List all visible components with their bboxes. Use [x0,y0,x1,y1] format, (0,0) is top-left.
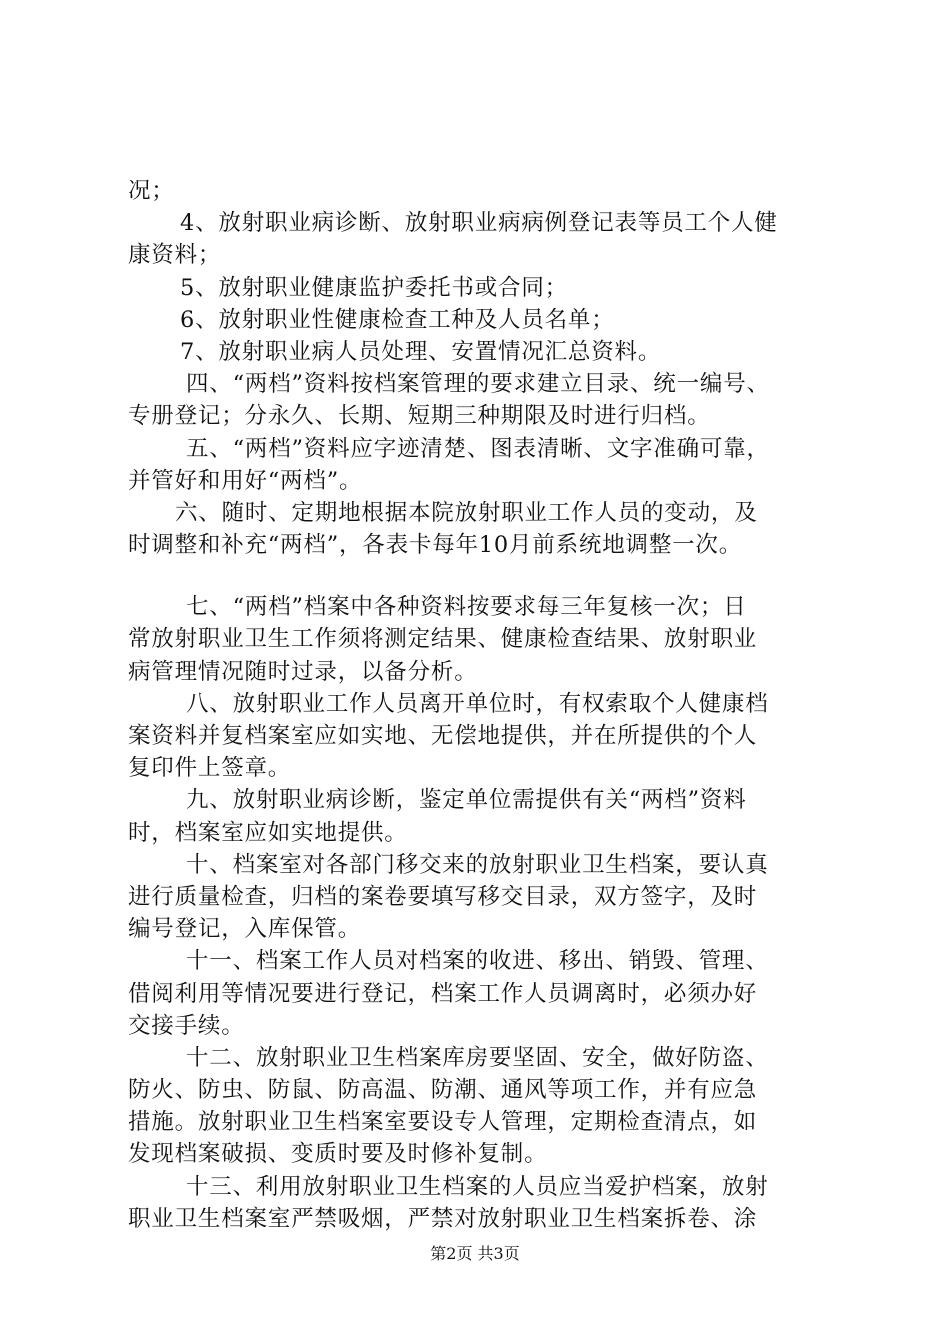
text-line: 进行质量检查，归档的案卷要填写移交目录，双方签字，及时 [128,883,758,910]
text-line: 防火、防虫、防鼠、防高温、防潮、通风等项工作，并有应急 [128,1077,758,1104]
text-line: 专册登记；分永久、长期、短期三种期限及时进行归档。 [128,403,711,430]
document-body [128,175,828,1235]
text-line: 发现档案破损、变质时要及时修补复制。 [128,1141,548,1168]
text-line: 常放射职业卫生工作须将测定结果、健康检查结果、放射职业 [128,626,758,653]
text-line: 7、放射职业病人员处理、安置情况汇总资料。 [180,338,662,365]
text-line: 职业卫生档案室严禁吸烟，严禁对放射职业卫生档案拆卷、涂 [128,1205,758,1232]
text-line: 案资料并复档案室应如实地、无偿地提供，并在所提供的个人 [128,723,758,749]
text-line: 4、放射职业病诊断、放射职业病病例登记表等员工个人健 [180,210,778,237]
text-line: 交接手续。 [128,1012,245,1039]
text-line: 时，档案室应如实地提供。 [128,819,408,846]
text-line: 康资料； [128,242,222,269]
text-line: 十三、利用放射职业卫生档案的人员应当爱护档案，放射 [186,1173,769,1200]
text-line: 编号登记，入库保管。 [128,916,362,943]
text-line: 措施。放射职业卫生档案室要设专人管理，定期检查清点，如 [128,1109,758,1136]
text-line: 5、放射职业健康监护委托书或合同； [180,274,568,301]
text-line: 十一、档案工作人员对档案的收进、移出、销毁、管理、 [186,948,769,975]
paragraph-gap [128,561,828,591]
page-number-footer: 第2页 共3页 [430,1244,520,1263]
text-line: 并管好和用好“两档”。 [128,467,363,494]
text-line: 6、放射职业性健康检查工种及人员名单； [180,306,615,333]
text-line: 借阅利用等情况要进行登记，档案工作人员调离时，必须办好 [128,980,758,1007]
text-line: 况； [128,178,175,204]
text-line: 十、档案室对各部门移交来的放射职业卫生档案，要认真 [186,851,769,878]
text-line: 五、“两档”资料应字迹清楚、图表清晰、文字准确可靠， [186,435,770,462]
text-line: 复印件上签章。 [128,755,292,782]
text-line: 十二、放射职业卫生档案库房要坚固、安全，做好防盗、 [186,1044,769,1071]
text-line: 六、随时、定期地根据本院放射职业工作人员的变动，及 [175,499,758,526]
text-line: 病管理情况随时过录，以备分析。 [128,658,478,685]
text-line: 时调整和补充“两档”，各表卡每年10月前系统地调整一次。 [128,532,743,559]
text-line: 四、“两档”资料按档案管理的要求建立目录、统一编号、 [186,371,770,398]
text-line: 九、放射职业病诊断，鉴定单位需提供有关“两档”资料 [186,787,747,814]
text-line: 八、放射职业工作人员离开单位时，有权索取个人健康档 [186,690,769,717]
text-line: 七、“两档”档案中各种资料按要求每三年复核一次；日 [186,594,747,621]
